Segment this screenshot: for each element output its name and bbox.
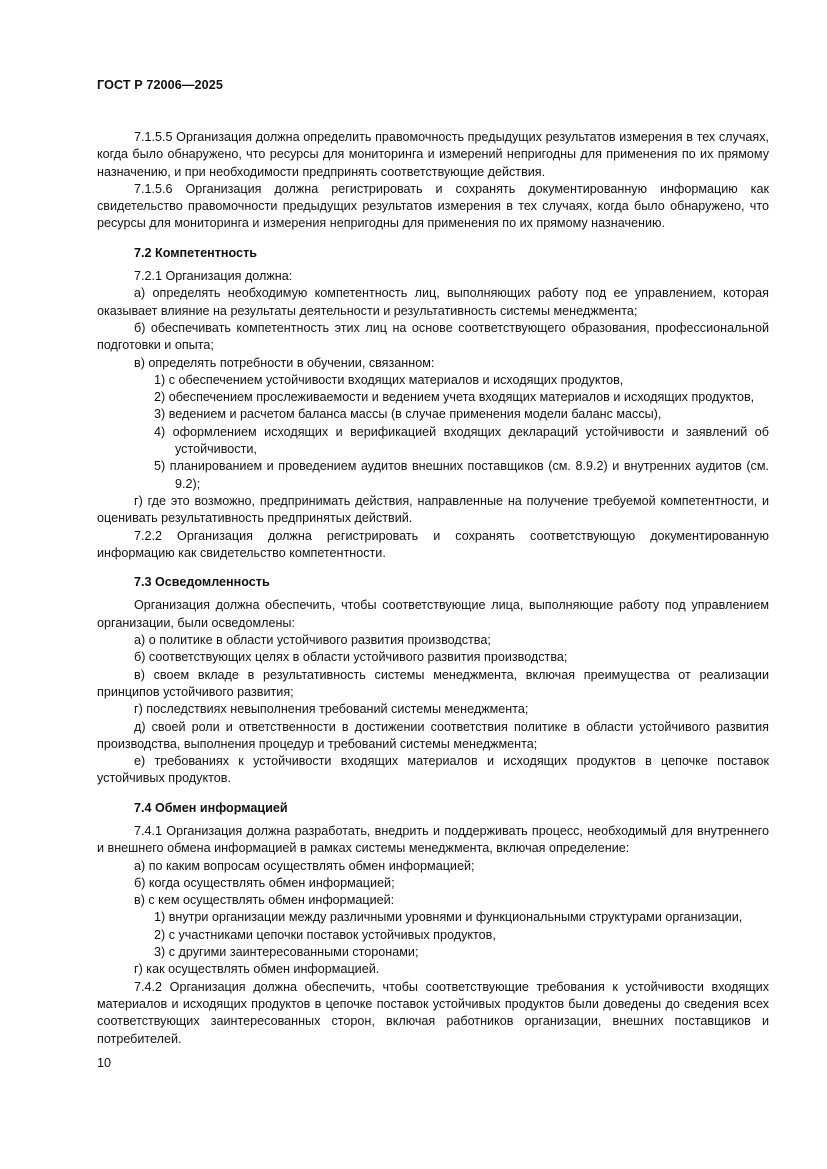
section-heading-7-3: 7.3 Осведомленность: [134, 575, 270, 590]
list-item-7-4-1-b: б) когда осуществлять обмен информацией;: [134, 875, 395, 890]
list-subitem-7-2-1-v-4: 4) оформлением исходящих и верификацией входящих деклараций устойчивости и заявлений об устойчивости,: [154, 424, 769, 457]
paragraph-7-4-2: 7.4.2 Организация должна обеспечить, чтобы соответствующие требования к устойчивости входящих материалов и исходящих продуктов в цепочке поставок устойчивых продуктов были доведены до сведения всех соответствующих заинтересованных сторон, включая работников организации, внешних поставщиков и потребителей.: [97, 979, 769, 1046]
list-item-7-3-v: в) своем вкладе в результативность системы менеджмента, включая преимущества от реализации принципов устойчивого развития;: [97, 667, 769, 699]
list-item-7-4-1-g: г) как осуществлять обмен информацией.: [134, 962, 380, 977]
paragraph-7-1-5-6: 7.1.5.6 Организация должна регистрировать и сохранять документированную информацию как свидетельство правомочности предыдущих результатов измерения в тех случаях, когда было обнаружено, что ресурсы для мониторинга и измерения непригодны для применения по их прямому назначению.: [97, 181, 769, 231]
list-subitem-7-4-1-v-1: 1) внутри организации между различными уровнями и функциональными структурами организации,: [154, 910, 743, 925]
list-item-7-3-g: г) последствиях невыполнения требований системы менеджмента;: [134, 702, 529, 717]
list-item-7-2-1-v: в) определять потребности в обучении, связанном:: [134, 355, 435, 370]
list-item-7-4-1-v: в) с кем осуществлять обмен информацией:: [134, 893, 395, 908]
list-item-7-4-1-a: а) по каким вопросам осуществлять обмен информацией;: [134, 858, 475, 873]
list-item-7-3-d: д) своей роли и ответственности в достижении соответствия политике в области устойчивого развития производства, выполнения процедур и требований системы менеджмента;: [97, 719, 769, 751]
document-body: [97, 129, 769, 1048]
list-item-7-3-b: б) соответствующих целях в области устойчивого развития производства;: [134, 650, 568, 665]
paragraph-7-1-5-5: 7.1.5.5 Организация должна определить правомочность предыдущих результатов измерения в тех случаях, когда было обнаружено, что ресурсы для мониторинга и измерений непригодны для применения по их прямому назначению, и при необходимости предпринять соответствующие действия.: [97, 130, 769, 179]
paragraph-7-2-1: 7.2.1 Организация должна:: [134, 269, 293, 284]
list-subitem-7-2-1-v-2: 2) обеспечением прослеживаемости и ведением учета входящих материалов и исходящих продуктов,: [154, 390, 755, 405]
paragraph-7-4-1: 7.4.1 Организация должна разработать, внедрить и поддерживать процесс, необходимый для внутреннего и внешнего обмена информацией в рамках системы менеджмента, включая определение:: [97, 823, 769, 856]
document-header: ГОСТ Р 72006—2025: [97, 78, 223, 92]
list-subitem-7-2-1-v-5: 5) планированием и проведением аудитов внешних поставщиков (см. 8.9.2) и внутренних аудитов (см. 9.2);: [154, 459, 769, 491]
list-subitem-7-2-1-v-3: 3) ведением и расчетом баланса массы (в случае применения модели баланс массы),: [154, 407, 662, 422]
page-number: 10: [97, 1056, 112, 1070]
list-item-7-2-1-g: г) где это возможно, предпринимать действия, направленные на получение требуемой компетентности, и оценивать результативность предпринятых действий.: [97, 493, 769, 526]
paragraph-7-2-2: 7.2.2 Организация должна регистрировать и сохранять соответствующую документированную информацию как свидетельство компетентности.: [97, 528, 769, 560]
paragraph-7-3: Организация должна обеспечить, чтобы соответствующие лица, выполняющие работу под управлением организации, были осведомлены:: [97, 598, 769, 630]
section-heading-7-2: 7.2 Компетентность: [134, 245, 257, 260]
section-heading-7-4: 7.4 Обмен информацией: [134, 800, 288, 815]
list-item-7-3-e: е) требованиях к устойчивости входящих материалов и исходящих продуктов в цепочке поставок устойчивых продуктов.: [97, 754, 769, 786]
list-subitem-7-4-1-v-3: 3) с другими заинтересованными сторонами;: [154, 945, 419, 960]
list-subitem-7-2-1-v-1: 1) с обеспечением устойчивости входящих материалов и исходящих продуктов,: [154, 372, 624, 387]
list-item-7-2-1-b: б) обеспечивать компетентность этих лиц на основе соответствующего образования, профессиональной подготовки и опыта;: [97, 320, 769, 353]
list-item-7-3-a: а) о политике в области устойчивого развития производства;: [134, 633, 491, 648]
list-item-7-2-1-a: а) определять необходимую компетентность лиц, выполняющих работу под ее управлением, которая оказывает влияние на результаты деятельности и результативность системы менеджмента;: [97, 286, 769, 318]
list-subitem-7-4-1-v-2: 2) с участниками цепочки поставок устойчивых продуктов,: [154, 927, 496, 942]
